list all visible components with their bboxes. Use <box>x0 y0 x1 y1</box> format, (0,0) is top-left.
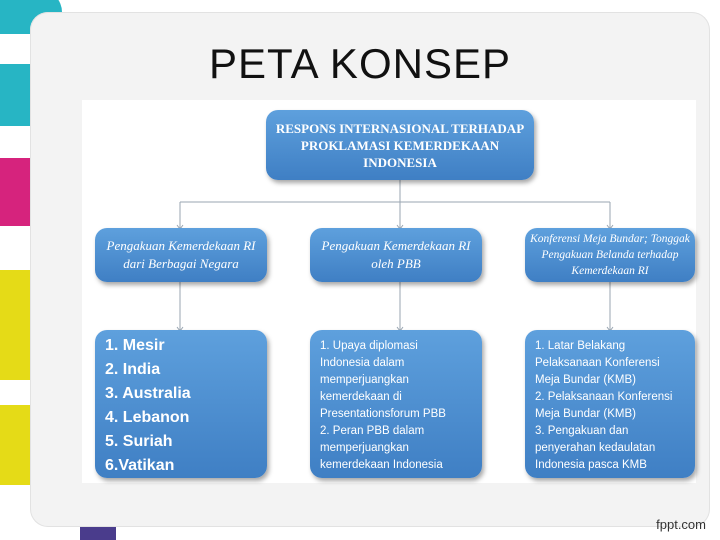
detail-item: 3. Australia <box>105 385 191 402</box>
detail-item: Meja Bundar (KMB) <box>535 408 636 420</box>
detail-node-negara-list <box>95 330 267 478</box>
detail-item: 1. Upaya diplomasi <box>320 340 418 352</box>
detail-item: memperjuangkan <box>320 374 409 386</box>
branch-node-pengakuan-negara <box>95 228 267 282</box>
detail-node-kmb <box>525 330 695 478</box>
detail-item: Indonesia dalam <box>320 357 405 369</box>
detail-item: 5. Suriah <box>105 433 173 450</box>
detail-item: 1. Mesir <box>105 337 165 354</box>
branch-node-line: dari Berbagai Negara <box>123 256 239 271</box>
slide-title: PETA KONSEP <box>209 40 511 87</box>
detail-node-pbb <box>310 330 482 478</box>
branch-node-line: Kemerdekaan RI <box>571 265 649 277</box>
branch-node-pengakuan-pbb <box>310 228 482 282</box>
branch-node-line: oleh PBB <box>371 256 421 271</box>
detail-item: 1. Latar Belakang <box>535 340 626 352</box>
detail-item: Presentationsforum PBB <box>320 408 446 420</box>
root-node-line: INDONESIA <box>363 154 437 170</box>
branch-node-line: Pengakuan Belanda terhadap <box>541 249 679 261</box>
detail-item: 4. Lebanon <box>105 409 190 426</box>
root-node-line: PROKLAMASI KEMERDEKAAN <box>300 137 500 153</box>
root-node <box>266 110 534 180</box>
branch-node-line: Konferensi Meja Bundar; Tonggak <box>530 233 690 245</box>
detail-item: kemerdekaan Indonesia <box>320 459 443 471</box>
branch-node-line: Pengakuan Kemerdekaan RI <box>106 238 256 253</box>
branch-node-kmb <box>525 228 695 282</box>
detail-item: kemerdekaan di <box>320 391 402 403</box>
detail-item: 2. India <box>105 361 161 378</box>
root-node-line: RESPONS INTERNASIONAL TERHADAP <box>275 120 525 136</box>
detail-item: 2. Pelaksanaan Konferensi <box>535 391 673 403</box>
detail-item: 6.Vatikan <box>105 457 175 474</box>
detail-item: Meja Bundar (KMB) <box>535 374 636 386</box>
detail-item: memperjuangkan <box>320 442 409 454</box>
detail-item: Pelaksanaan Konferensi <box>535 357 660 369</box>
branch-node-line: Pengakuan Kemerdekaan RI <box>321 238 471 253</box>
watermark: fppt.com <box>656 517 706 532</box>
detail-item: 2. Peran PBB dalam <box>320 425 425 437</box>
detail-item: 3. Pengakuan dan <box>535 425 629 437</box>
detail-item: penyerahan kedaulatan <box>535 442 656 454</box>
detail-item: Indonesia pasca KMB <box>535 459 647 471</box>
